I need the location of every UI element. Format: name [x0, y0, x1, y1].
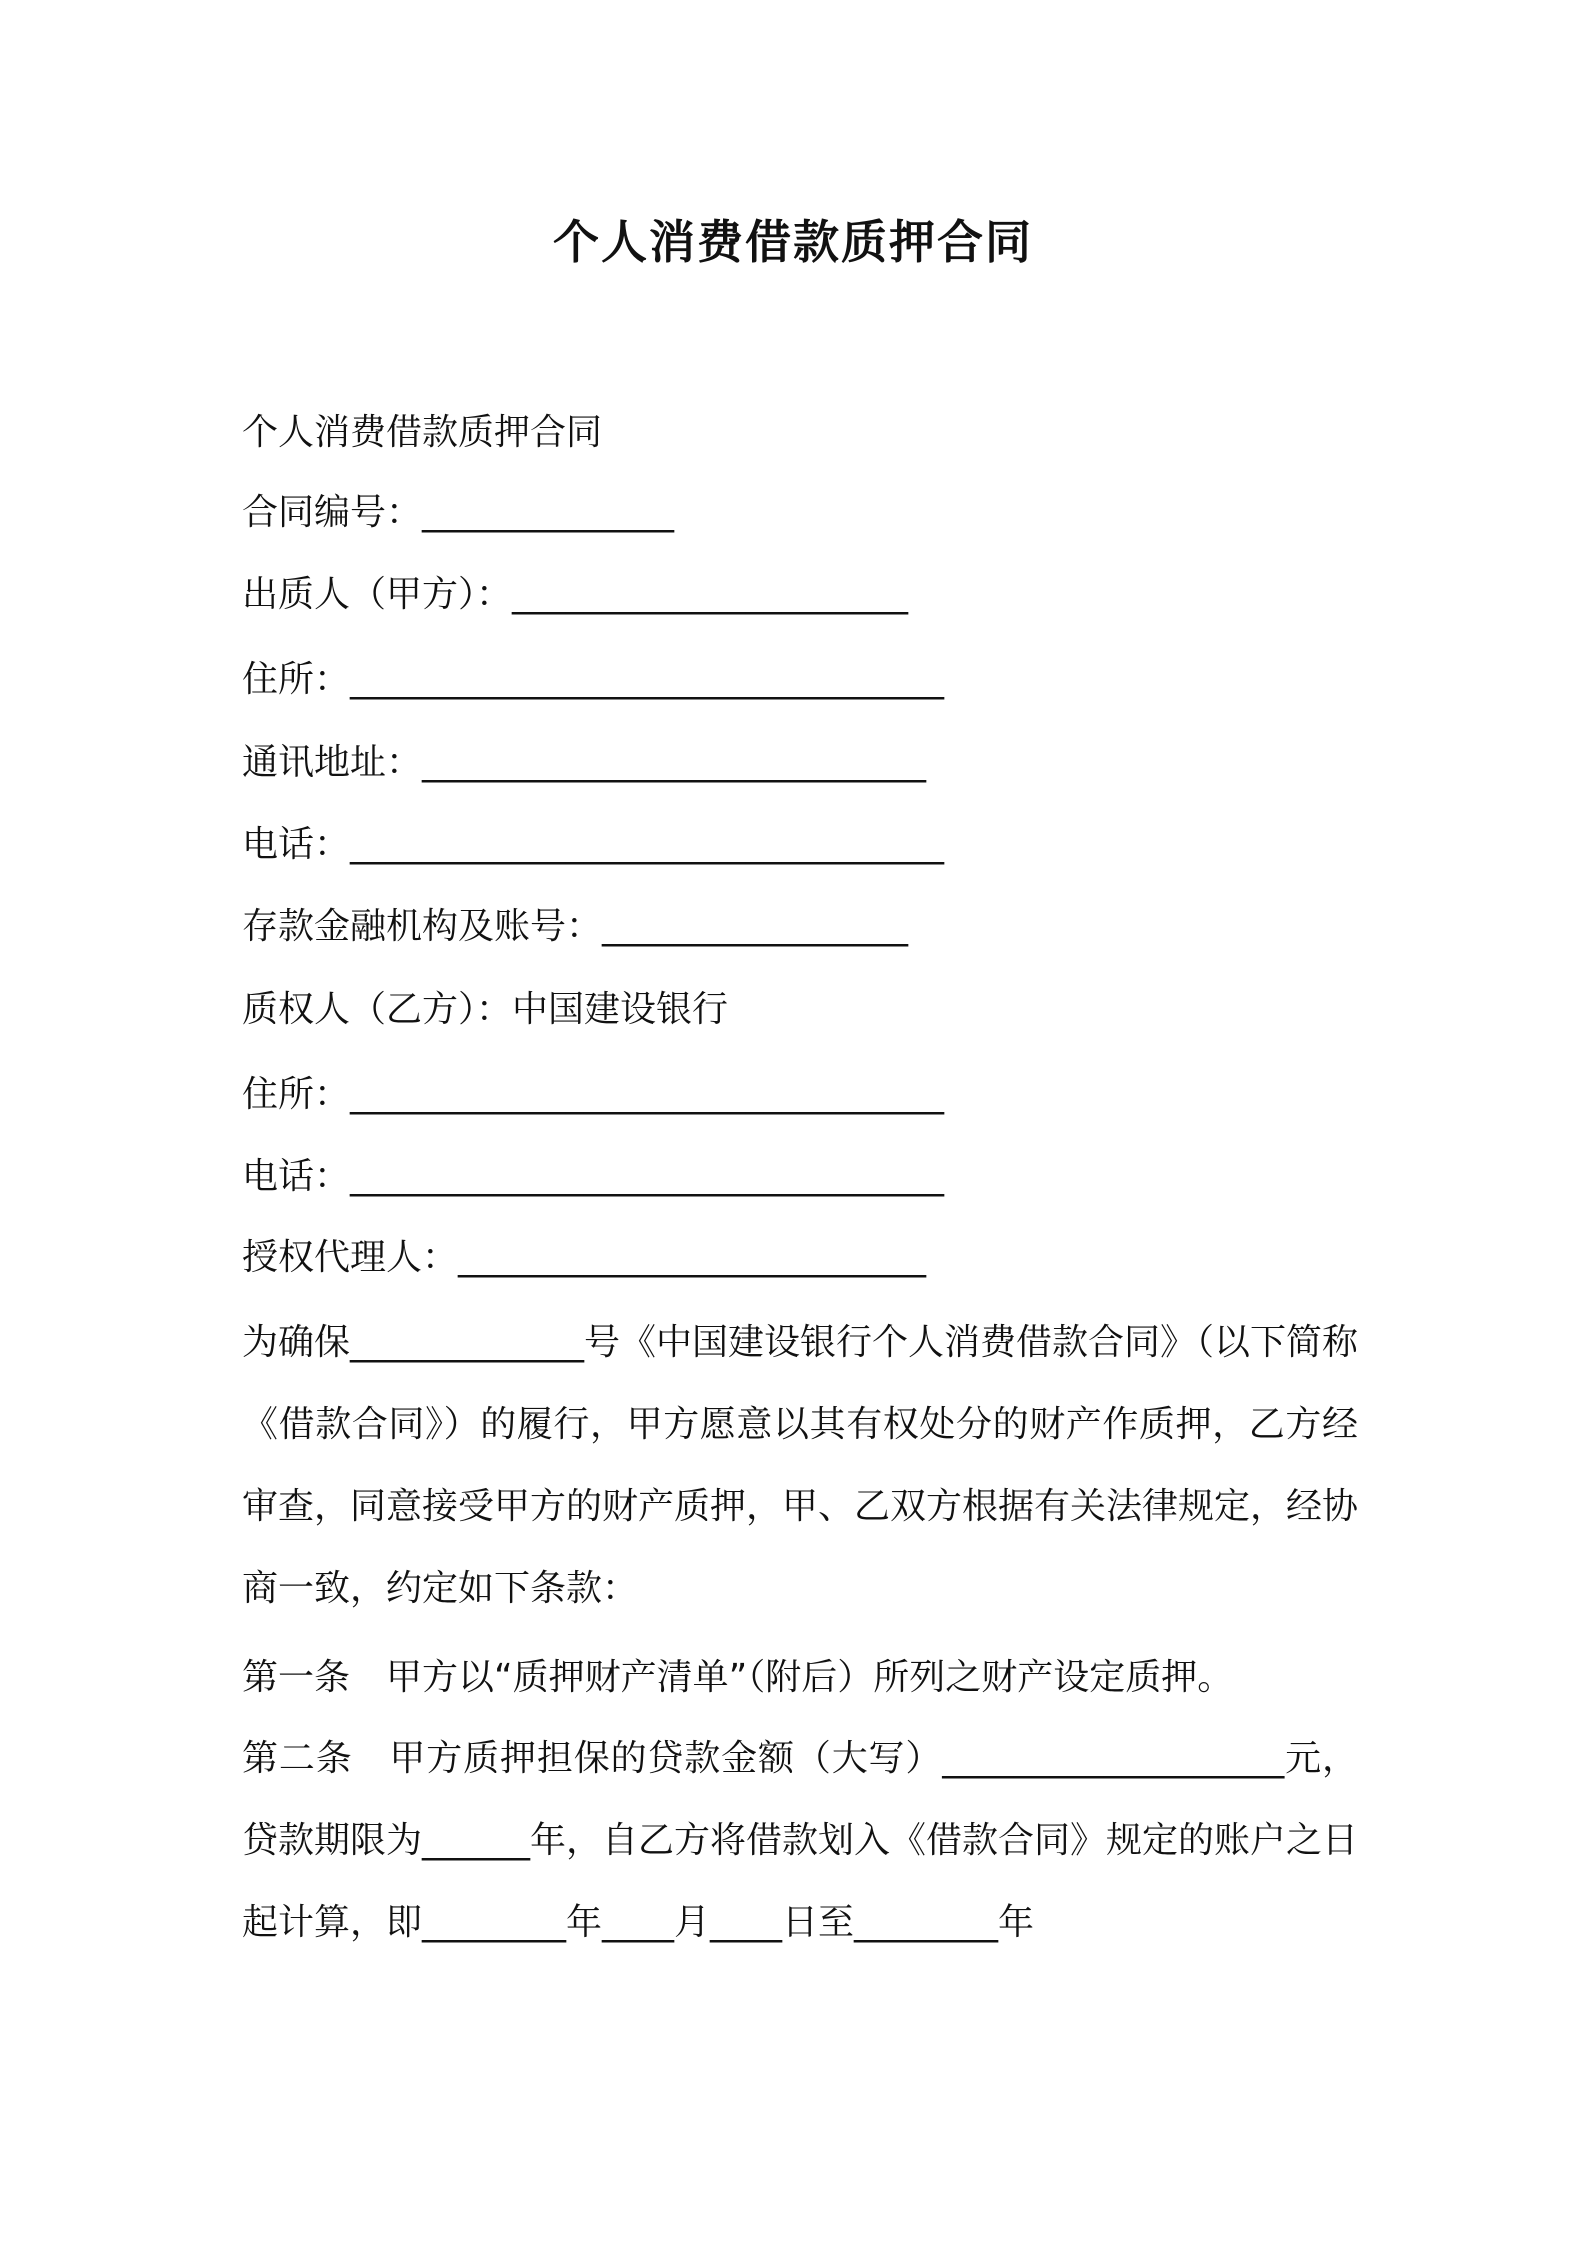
authorized-agent-field: 授权代理人：__________________________ — [242, 1237, 927, 1278]
document-title: 个人消费借款质押合同 — [553, 215, 1033, 269]
deposit-account-field: 存款金融机构及账号：_________________ — [242, 906, 909, 947]
pledgee-field: 质权人（乙方）：中国建设银行 — [242, 989, 729, 1030]
article-2: 第二条 甲方质押担保的贷款金额（大写）___________________元，贷款期限为______年，自乙方将借款划入《借款合同》规定的账户之日起计算，即________年____月____日至________年 — [242, 1738, 1359, 1943]
pledgee-phone-field: 电话：_________________________________ — [242, 1156, 945, 1197]
pledgor-mailing-address-field: 通讯地址：____________________________ — [242, 742, 927, 783]
pledgee-address-field: 住所：_________________________________ — [242, 1074, 945, 1115]
article-1: 第一条 甲方以“质押财产清单”（附后）所列之财产设定质押。 — [242, 1657, 1234, 1698]
pledgor-address-field: 住所：_________________________________ — [242, 659, 945, 700]
contract-number-field: 合同编号：______________ — [242, 492, 675, 533]
pledgor-phone-field: 电话：_________________________________ — [242, 824, 945, 865]
pledgor-field: 出质人（甲方）：______________________ — [242, 574, 909, 615]
document-subtitle: 个人消费借款质押合同 — [242, 412, 603, 453]
preamble-paragraph: 为确保_____________号《中国建设银行个人消费借款合同》（以下简称《借款合同》）的履行，甲方愿意以其有权处分的财产作质押，乙方经审查，同意接受甲方的财产质押，甲、乙双方根据有关法律规定，经协商一致，约定如下条款： — [242, 1322, 1359, 1609]
